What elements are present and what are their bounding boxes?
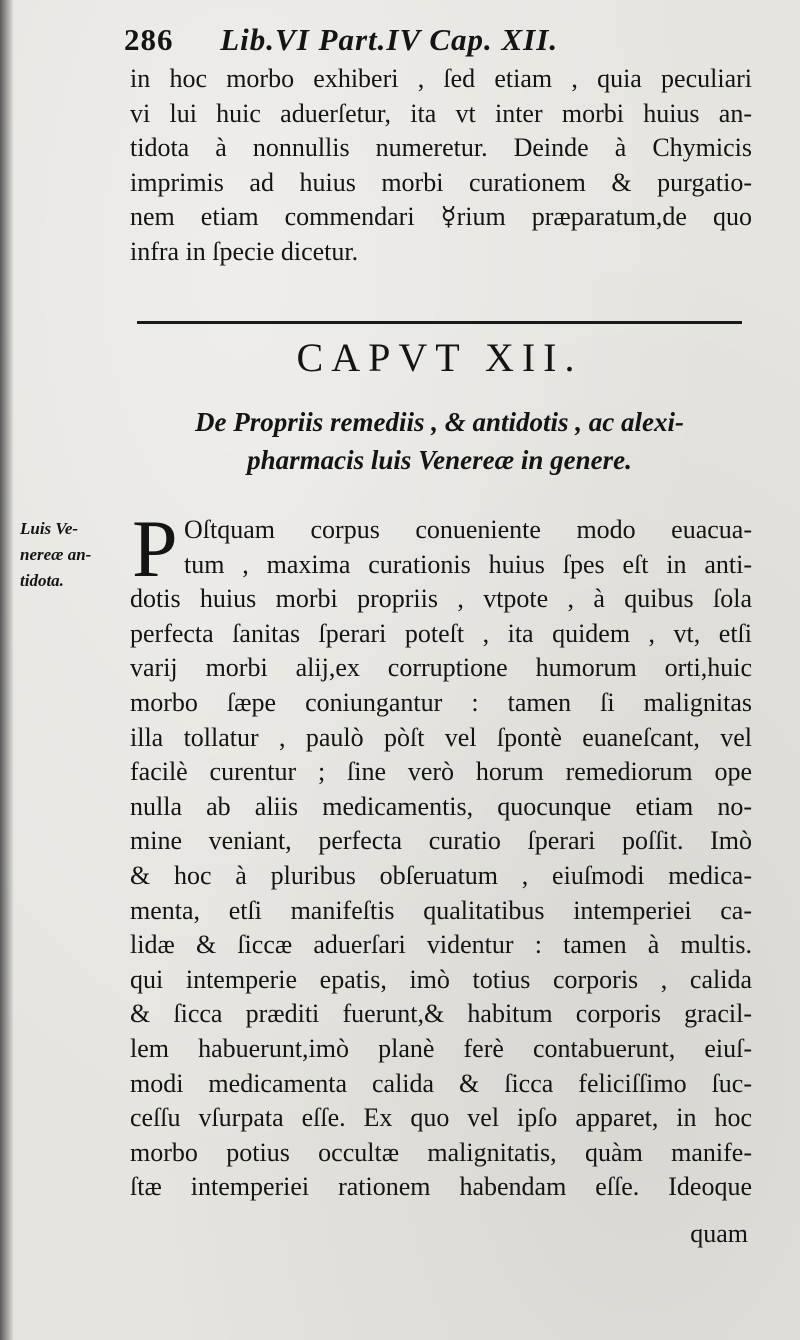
top-paragraph — [130, 62, 752, 270]
text-line: morbo potius occultæ malignitatis, quàm manife- — [130, 1137, 752, 1167]
text-line: & hoc à pluribus obſeruatum , eiuſmodi medica- — [130, 860, 752, 890]
page-number: 286 — [124, 22, 174, 57]
body-paragraph — [130, 513, 752, 1205]
marginal-note-line: tidota. — [20, 571, 64, 590]
text-line: lidæ & ſiccæ aduerſari videntur : tamen à multis. — [130, 930, 752, 960]
text-line: vi lui huic aduerſetur, ita vt inter morbi huius an- — [130, 98, 752, 128]
chapter-title: CAPVT XII. — [296, 335, 583, 380]
text-line: nem etiam commendari ☿rium præparatum,de quo — [130, 202, 752, 232]
text-line: ſtæ intemperiei rationem habendam eſſe. Ideoque — [130, 1172, 752, 1202]
text-line: & ſicca præditi fuerunt,& habitum corporis gracil- — [130, 999, 752, 1029]
text-line: ceſſu vſurpata eſſe. Ex quo vel ipſo apparet, in hoc — [130, 1103, 752, 1133]
text-line: tidota à nonnullis numeretur. Deinde à Chymicis — [130, 133, 752, 163]
marginal-note-line: nereæ an- — [20, 545, 92, 564]
running-head — [124, 22, 684, 58]
running-head-title: Lib.VI Part.IV Cap. XII. — [220, 22, 559, 57]
marginal-note — [20, 516, 120, 594]
section-rule — [137, 321, 742, 324]
text-line: nulla ab aliis medicamentis, quocunque etiam no- — [130, 791, 752, 821]
text-line: imprimis ad huius morbi curationem & purgatio- — [130, 167, 752, 197]
text-line: infra in ſpecie dicetur. — [130, 236, 359, 266]
text-line: facilè curentur ; ſine verò horum remediorum ope — [130, 757, 752, 787]
page-edge-shadow — [0, 0, 14, 1340]
text-line: qui intemperie epatis, imò totius corporis , calida — [130, 964, 752, 994]
chapter-subtitle — [137, 403, 742, 479]
drop-cap: P — [132, 503, 178, 594]
text-line: tum , maxima curationis huius ſpes eſt in anti- — [184, 549, 752, 579]
catchword: quam — [690, 1219, 748, 1248]
text-line: morbo ſæpe coniungantur : tamen ſi malignitas — [130, 687, 752, 717]
text-line: menta, etſi manifeſtis qualitatibus intemperiei ca- — [130, 895, 752, 925]
text-line: perfecta ſanitas ſperari poteſt , ita quidem , vt, etſi — [130, 618, 752, 648]
text-line: mine veniant, perfecta curatio ſperari poſſit. Imò — [130, 826, 752, 856]
subtitle-line: De Propriis remediis , & antidotis , ac alexi- — [195, 407, 684, 437]
text-line: lem habuerunt,imò planè ferè contabuerunt, eiuſ- — [130, 1033, 752, 1063]
text-line: modi medicamenta calida & ſicca feliciſſimo ſuc- — [130, 1068, 752, 1098]
subtitle-line: pharmacis luis Venereæ in genere. — [247, 445, 632, 475]
text-line: dotis huius morbi propriis , vtpote , à quibus ſola — [130, 584, 752, 614]
text-line: illa tollatur , paulò pòſt vel ſpontè euaneſcant, vel — [130, 722, 752, 752]
text-line: in hoc morbo exhiberi , ſed etiam , quia peculiari — [130, 64, 752, 93]
text-line: varij morbi alij,ex corruptione humorum orti,huic — [130, 653, 752, 683]
marginal-note-line: Luis Ve- — [20, 519, 79, 538]
text-line: Oſtquam corpus conueniente modo euacua- — [184, 515, 752, 544]
